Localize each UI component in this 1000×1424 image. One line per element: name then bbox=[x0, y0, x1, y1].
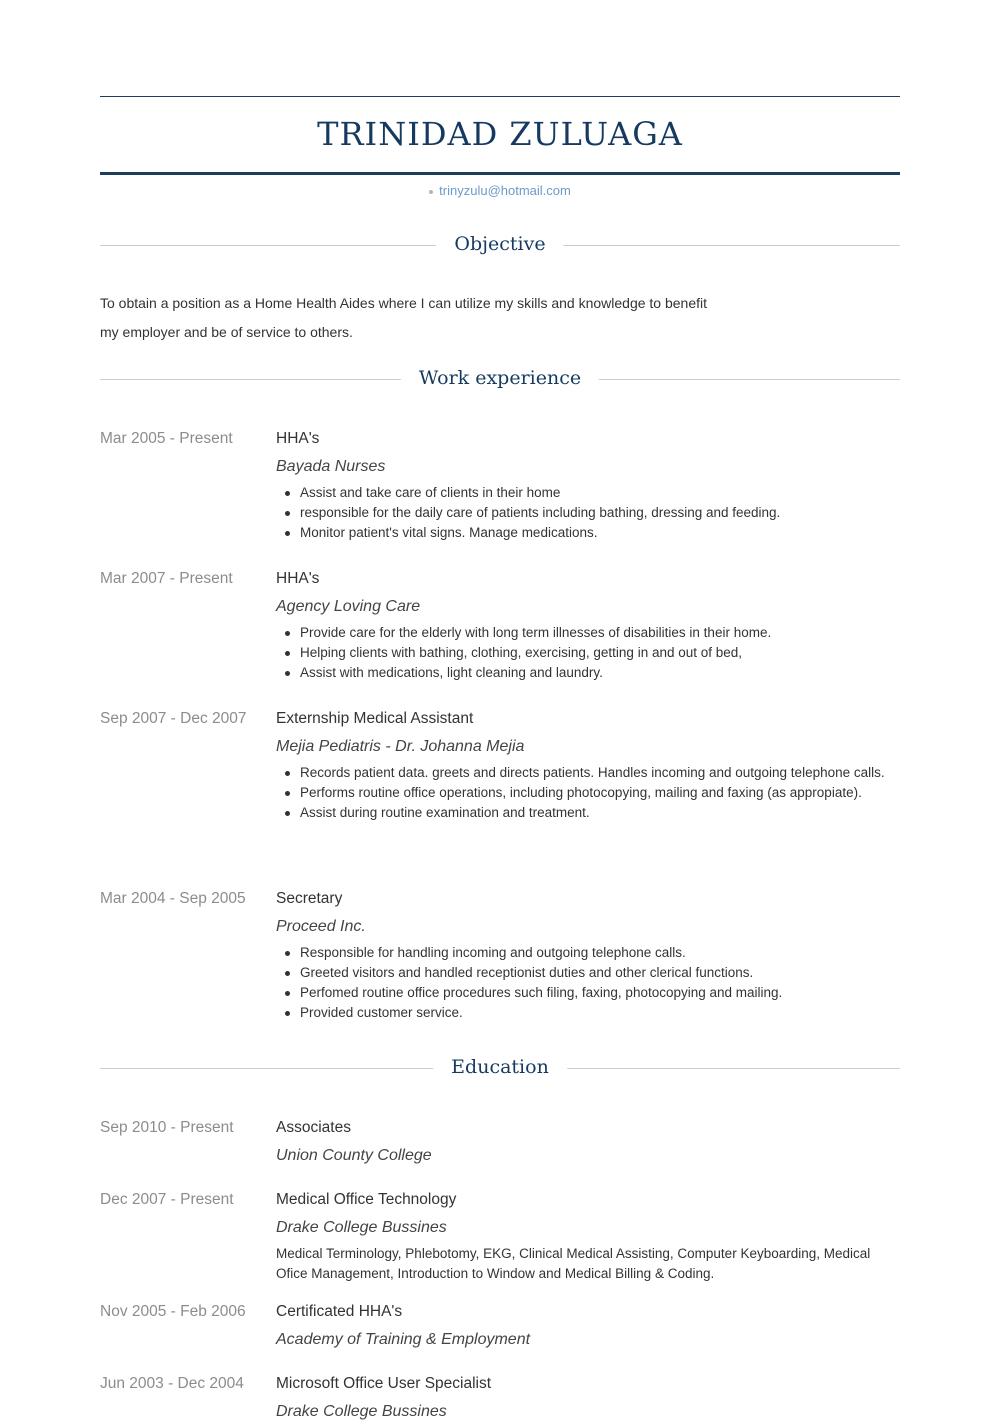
job-title: HHA's bbox=[276, 570, 320, 587]
employer: Bayada Nurses bbox=[276, 458, 386, 475]
entry-body bbox=[276, 1188, 900, 1284]
entry-body bbox=[276, 1116, 900, 1168]
section-title-work: Work experience bbox=[401, 364, 599, 392]
degree: Microsoft Office User Specialist bbox=[276, 1375, 492, 1392]
duty-item: Records patient data. greets and directs patients. Handles incoming and outgoing telephone calls. bbox=[300, 763, 900, 783]
degree: Associates bbox=[276, 1119, 351, 1136]
job-title: HHA's bbox=[276, 430, 320, 447]
objective-line: my employer and be of service to others. bbox=[100, 324, 353, 340]
contact-line bbox=[100, 182, 900, 200]
duty-list bbox=[276, 763, 900, 823]
entry-date: Mar 2005 - Present bbox=[100, 430, 233, 447]
candidate-name: TRINIDAD ZULUAGA bbox=[317, 115, 683, 153]
duty-item: Helping clients with bathing, clothing, exercising, getting in and out of bed, bbox=[300, 643, 900, 663]
school: Drake College Bussines bbox=[276, 1403, 447, 1420]
duty-list bbox=[276, 943, 900, 1023]
school: Union County College bbox=[276, 1147, 432, 1164]
duty-item: Monitor patient's vital signs. Manage medications. bbox=[300, 523, 900, 543]
degree: Certificated HHA's bbox=[276, 1303, 403, 1320]
entry-date: Sep 2007 - Dec 2007 bbox=[100, 710, 247, 727]
objective-line: To obtain a position as a Home Health Aides where I can utilize my skills and knowledge to benefit bbox=[100, 295, 708, 311]
education-section-header bbox=[100, 1053, 900, 1083]
header-bottom-rule bbox=[100, 172, 900, 175]
work-section-header bbox=[100, 364, 900, 394]
entry-body bbox=[276, 707, 900, 823]
duty-item: Assist with medications, light cleaning and laundry. bbox=[300, 663, 900, 683]
entry-date: Mar 2004 - Sep 2005 bbox=[100, 890, 246, 907]
duty-item: Performs routine office operations, including photocopying, mailing and faxing (as appropiate). bbox=[300, 783, 900, 803]
header-top-rule bbox=[100, 96, 900, 97]
duty-list bbox=[276, 623, 900, 683]
section-title-objective: Objective bbox=[436, 230, 563, 258]
section-title-education: Education bbox=[433, 1053, 567, 1081]
employer: Proceed Inc. bbox=[276, 918, 366, 935]
entry-body bbox=[276, 1372, 900, 1424]
entry-body bbox=[276, 887, 900, 1023]
objective-section-header bbox=[100, 230, 900, 260]
email-link[interactable]: trinyzulu@hotmail.com bbox=[439, 183, 571, 198]
duty-item: Perfomed routine office procedures such filing, faxing, photocopying and mailing. bbox=[300, 983, 900, 1003]
bullet-icon bbox=[429, 190, 433, 194]
employer: Mejia Pediatris - Dr. Johanna Mejia bbox=[276, 738, 525, 755]
school: Academy of Training & Employment bbox=[276, 1331, 531, 1348]
duty-item: Greeted visitors and handled receptionist duties and other clerical functions. bbox=[300, 963, 900, 983]
employer: Agency Loving Care bbox=[276, 598, 421, 615]
entry-date: Sep 2010 - Present bbox=[100, 1119, 234, 1136]
duty-item: responsible for the daily care of patients including bathing, dressing and feeding. bbox=[300, 503, 900, 523]
entry-date: Mar 2007 - Present bbox=[100, 570, 233, 587]
entry-body bbox=[276, 427, 900, 543]
entry-body bbox=[276, 1300, 900, 1352]
duty-item: Provided customer service. bbox=[300, 1003, 900, 1023]
entry-date: Nov 2005 - Feb 2006 bbox=[100, 1303, 246, 1320]
school: Drake College Bussines bbox=[276, 1219, 447, 1236]
duty-item: Assist during routine examination and treatment. bbox=[300, 803, 900, 823]
objective-text bbox=[100, 289, 740, 347]
education-description: Medical Terminology, Phlebotomy, EKG, Clinical Medical Assisting, Computer Keyboarding, Medical Ofice Management, Introduction to Window and Medical Billing & Coding. bbox=[276, 1246, 871, 1281]
duty-list bbox=[276, 483, 900, 543]
entry-body bbox=[276, 567, 900, 683]
duty-item: Provide care for the elderly with long term illnesses of disabilities in their home. bbox=[300, 623, 900, 643]
job-title: Secretary bbox=[276, 890, 343, 907]
entry-date: Jun 2003 - Dec 2004 bbox=[100, 1375, 244, 1392]
job-title: Externship Medical Assistant bbox=[276, 710, 474, 727]
duty-item: Responsible for handling incoming and outgoing telephone calls. bbox=[300, 943, 900, 963]
entry-date: Dec 2007 - Present bbox=[100, 1191, 234, 1208]
degree: Medical Office Technology bbox=[276, 1191, 457, 1208]
duty-item: Assist and take care of clients in their home bbox=[300, 483, 900, 503]
